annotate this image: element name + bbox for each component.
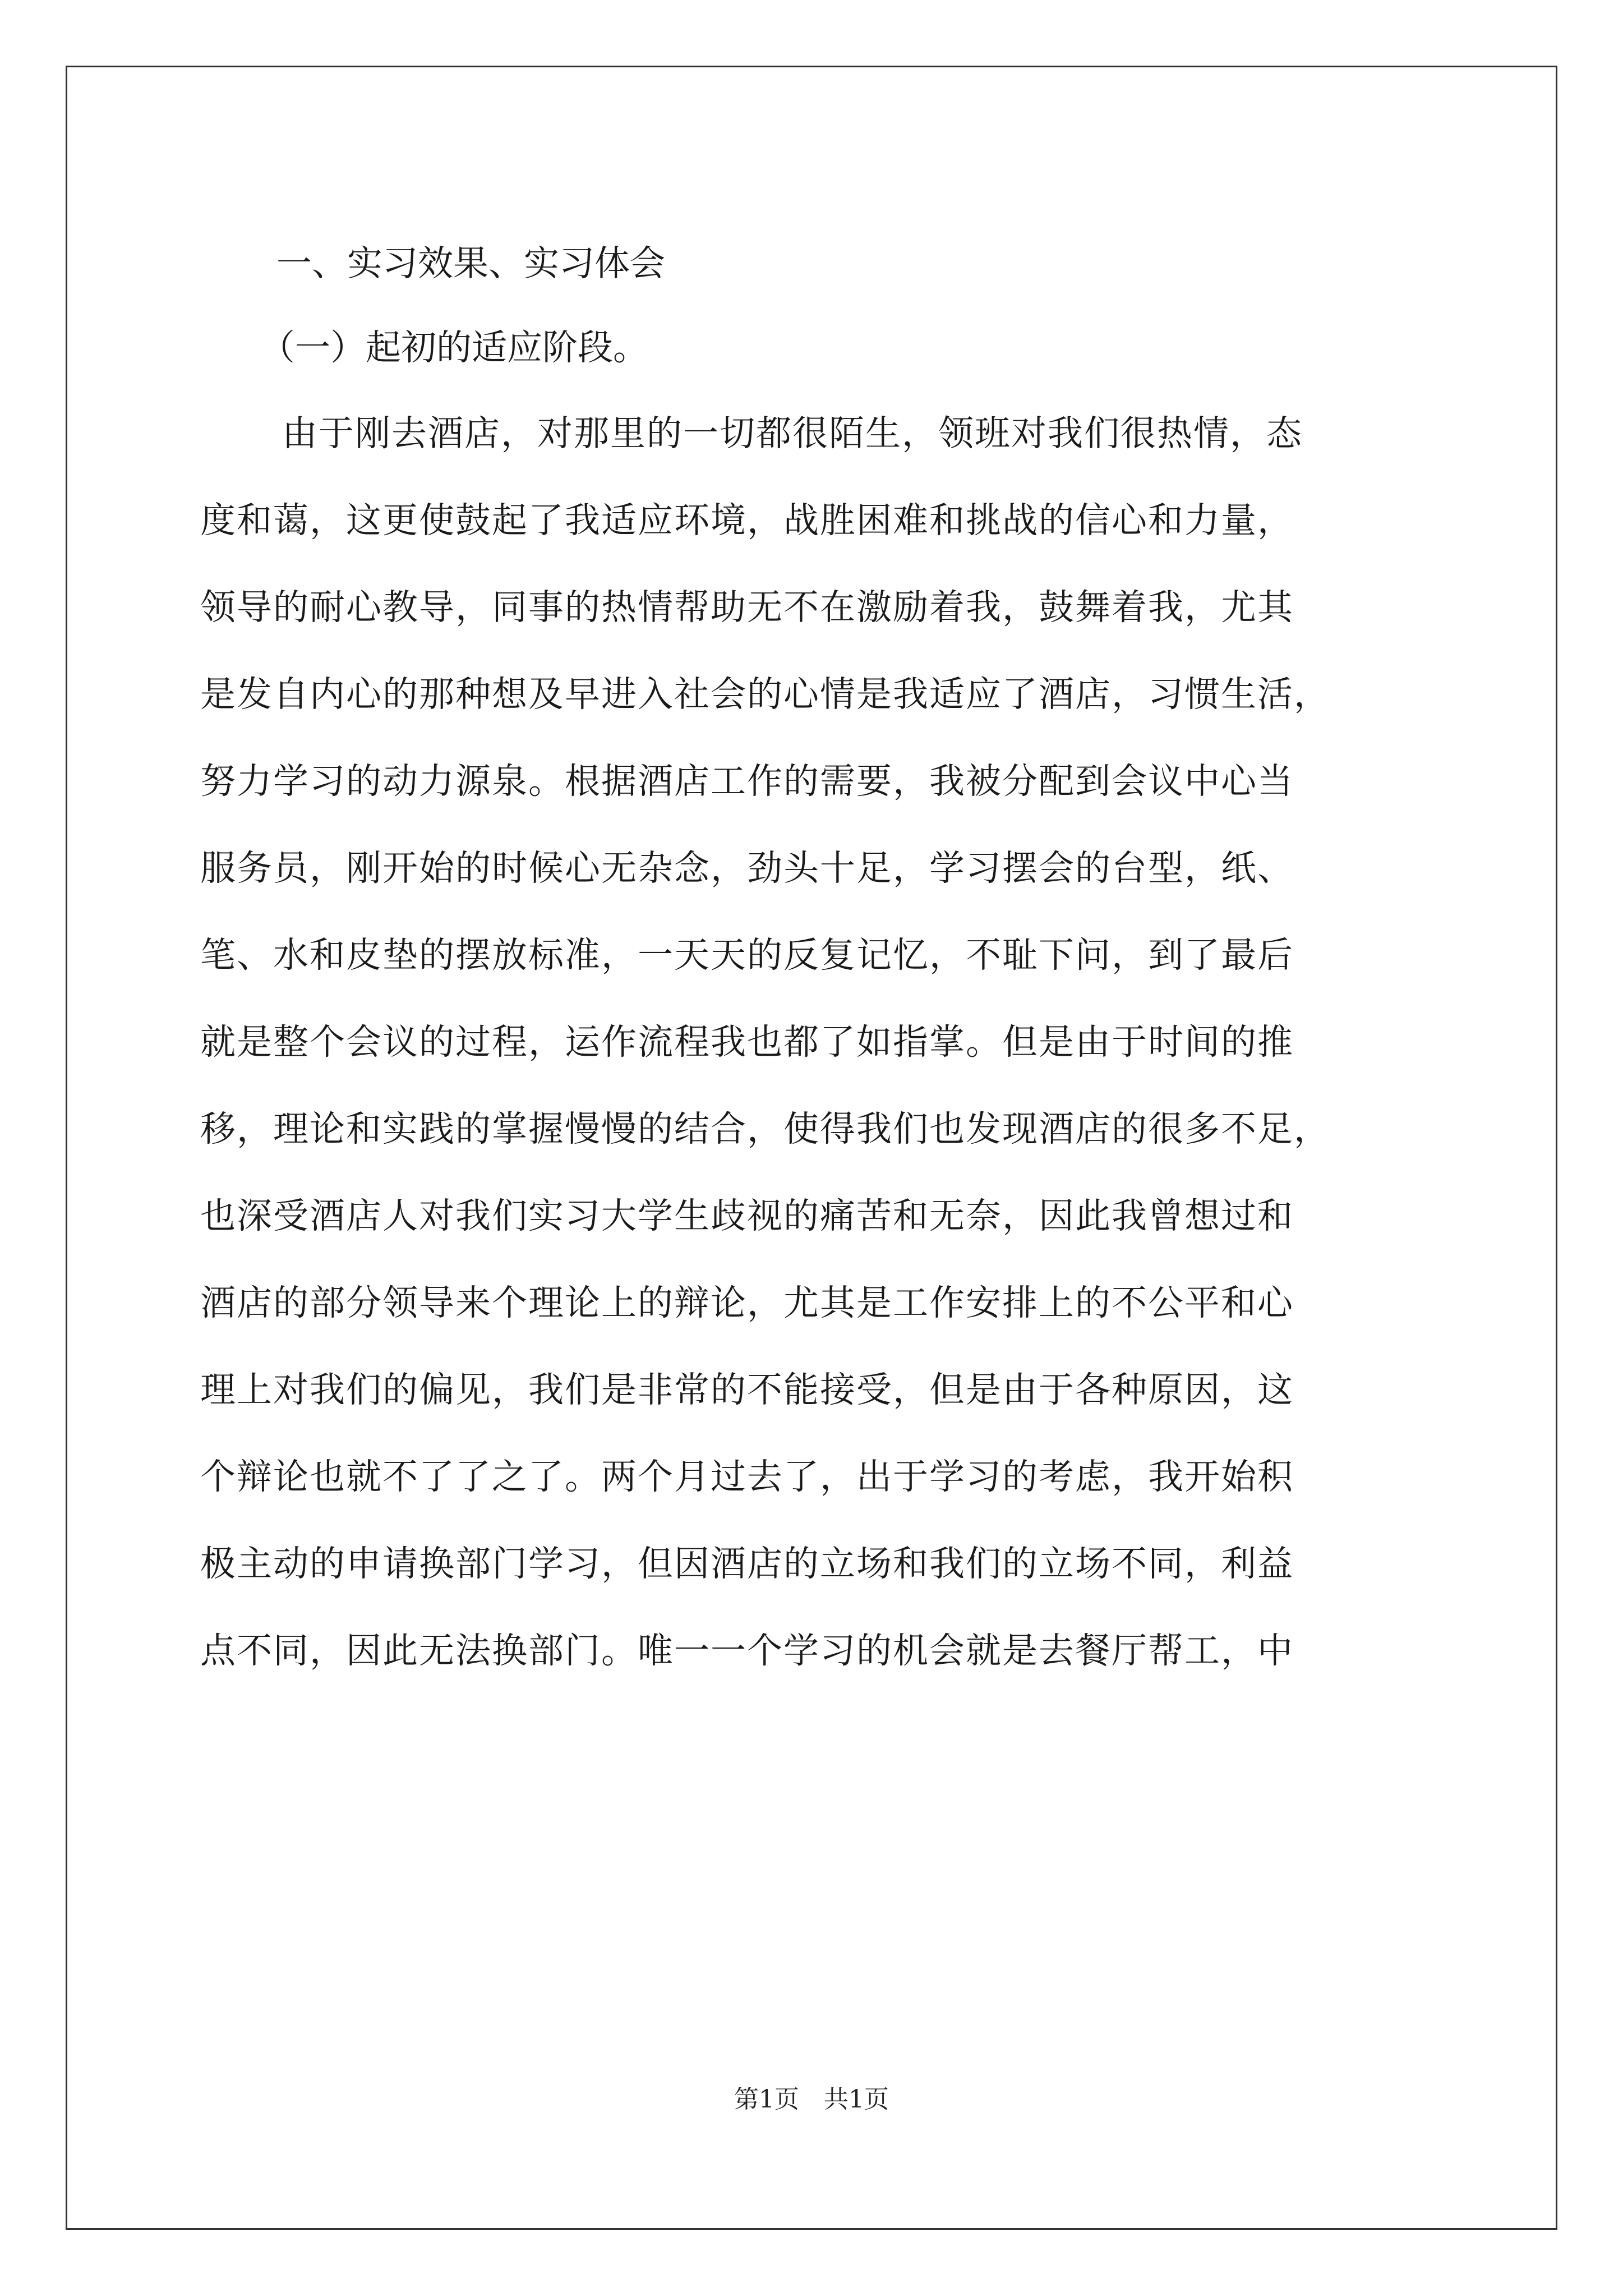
paragraph-line: 就是整个会议的过程，运作流程我也都了如指掌。但是由于时间的推: [200, 1022, 1294, 1062]
paragraph-line: 努力学习的动力源泉。根据酒店工作的需要，我被分配到会议中心当: [200, 761, 1294, 802]
paragraph-line: 服务员，刚开始的时候心无杂念，劲头十足，学习摆会的台型，纸、: [200, 848, 1294, 889]
paragraph-line: 笔、水和皮垫的摆放标准，一天天的反复记忆，不耻下问，到了最后: [200, 935, 1294, 976]
paragraph-line: 理上对我们的偏见，我们是非常的不能接受，但是由于各种原因，这: [200, 1369, 1294, 1410]
paragraph-line: 移，理论和实践的掌握慢慢的结合，使得我们也发现酒店的很多不足，: [200, 1108, 1330, 1149]
paragraph-line: 点不同，因此无法换部门。唯一一个学习的机会就是去餐厅帮工，中: [200, 1630, 1294, 1671]
paragraph: [200, 390, 1434, 1694]
paragraph-line: 由于刚去酒店，对那里的一切都很陌生，领班对我们很热情，态: [282, 413, 1303, 454]
paragraph-line: 度和蔼，这更使鼓起了我适应环境，战胜困难和挑战的信心和力量，: [200, 500, 1294, 541]
section-heading: 一、实习效果、实习体会: [276, 243, 665, 284]
page-footer: 第1页 共1页: [734, 2085, 889, 2114]
paragraph-line: 个辩论也就不了了之了。两个月过去了，出于学习的考虑，我开始积: [200, 1456, 1294, 1497]
document-body: [200, 222, 1434, 1694]
subsection-heading: （一）起初的适应阶段。: [260, 327, 648, 368]
paragraph-line: 是发自内心的那种想及早进入社会的心情是我适应了酒店，习惯生活，: [200, 674, 1330, 715]
paragraph-line: 也深受酒店人对我们实习大学生歧视的痛苦和无奈，因此我曾想过和: [200, 1195, 1294, 1236]
paragraph-line: 领导的耐心教导，同事的热情帮助无不在激励着我，鼓舞着我，尤其: [200, 587, 1294, 628]
paragraph-line: 极主动的申请换部门学习，但因酒店的立场和我们的立场不同，利益: [200, 1543, 1294, 1584]
paragraph-line: 酒店的部分领导来个理论上的辩论，尤其是工作安排上的不公平和心: [200, 1282, 1294, 1323]
